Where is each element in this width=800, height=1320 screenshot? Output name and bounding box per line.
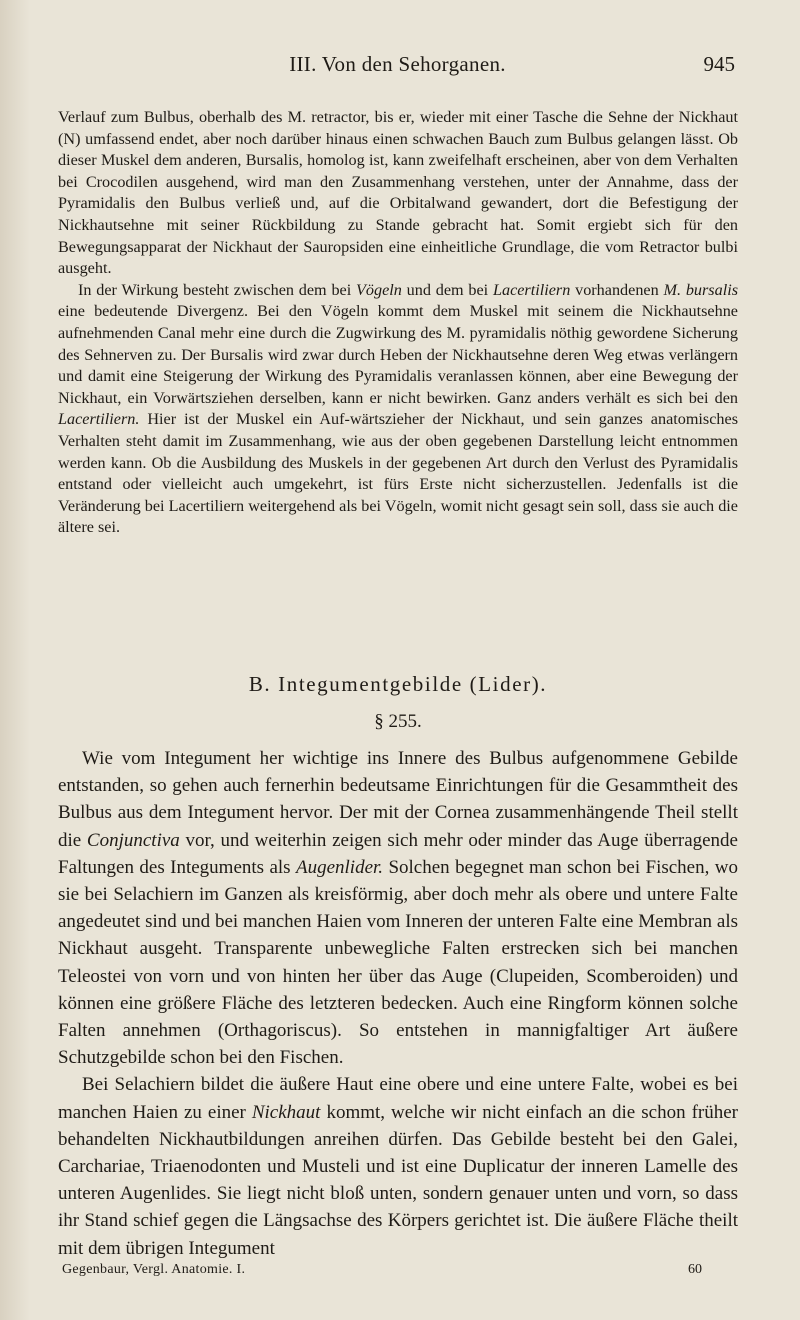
paragraph: Bei Selachiern bildet die äußere Haut eine obere und eine untere Falte, wobei es bei manchen Haien zu einer Nickhaut kommt, welche wir nicht einfach an die schon früher behandelten Nickhautbildungen anreihen dürfen. Das Gebilde besteht bei den Galei, Carchariae, Triaenodonten und Musteli und ist eine Duplicatur der inneren Lamelle des unteren Augenlides. Sie liegt nicht bloß unten, sondern genauer unten und vorn, so dass ihr Stand schief gegen die Längsachse des Körpers gerichtet ist. Die äußere Fläche theilt mit dem übrigen Integument [58, 1074, 738, 1259]
page-edge-shadow [0, 0, 30, 1320]
paragraph: Wie vom Integument her wichtige ins Innere des Bulbus aufgenommene Gebilde entstanden, so gehen auch fernerhin bedeutsame Einrichtungen für die Gesammtheit des Bulbus aus dem Integument hervor. Der mit der Cornea zusammenhängende Theil stellt die Conjunctiva vor, und weiterhin zeigen sich mehr oder minder das Auge überragende Faltungen des Integuments als Augenlider. Solchen begegnet man schon bei Fischen, wo sie bei Selachiern im Ganzen als kreisförmig, aber doch mehr als obere und untere Falte angedeutet sind und bei manchen Haien vom Inneren der unteren Falte eine Membran als Nickhaut ausgeht. Transparente unbewegliche Falten erstrecken sich bei manchen Teleostei von vorn und von hinten her über das Auge (Clupeiden, Scomberoiden) und können eine größere Fläche des letzteren bedecken. Auch eine Ringform können solche Falten annehmen (Orthagoriscus). So entstehen in mannigfaltiger Art äußere Schutzgebilde schon bei den Fischen. [58, 748, 738, 1069]
chapter-title: III. Von den Sehorganen. [289, 52, 506, 76]
footer-citation: Gegenbaur, Vergl. Anatomie. I. [62, 1262, 246, 1277]
paragraph: Verlauf zum Bulbus, oberhalb des M. retractor, bis er, wieder mit einer Tasche die Sehne der Nickhaut (N) umfassend endet, aber noch darüber hinaus einen schwachen Bauch zum Bulbus gelangen lässt. Ob dieser Muskel dem anderen, Bursalis, homolog ist, kann zweifelhaft erscheinen, aber von dem Verhalten bei Crocodilen ausgehend, wird man den Zusammenhang verstehen, unter der Annahme, dass der Pyramidalis den Bulbus verließ und, auf die Orbitalwand gewandert, dort die Befestigung der Nickhautsehne mit seiner Rückbildung zu Stande gebracht hat. Somit ergiebt sich für den Bewegungsapparat der Nickhaut der Sauropsiden eine einheitliche Grundlage, die vom Retractor bulbi ausgeht. [58, 108, 738, 278]
paragraph: In der Wirkung besteht zwischen dem bei Vögeln und dem bei Lacertiliern vorhandenen M. bursalis eine bedeutende Divergenz. Bei den Vögeln kommt dem Muskel mit seinem die Nickhautsehne aufnehmenden Canal mehr eine durch die Zugwirkung des M. pyramidalis nöthig gewordene Sicherung des Sehnerven zu. Der Bursalis wird zwar durch Heben der Nickhautsehne deren Weg etwas verlängern und damit eine Steigerung der Wirkung des Pyramidalis veranlassen können, aber eine Bewegung der Nickhaut, ein Vorwärtsziehen derselben, kann er nicht bewirken. Ganz anders verhält es sich bei den Lacertiliern. Hier ist der Muskel ein Auf-wärtszieher der Nickhaut, und sein ganzes anatomisches Verhalten steht damit im Zusammenhang, wie aus der oben gegebenen Darstellung leicht entnommen werden kann. Ob die Ausbildung des Muskels in der gegebenen Art durch den Verlust des Pyramidalis entstand oder vielleicht auch umgekehrt, ist fürs Erste nicht sicherzustellen. Jedenfalls ist die Veränderung bei Lacertiliern weitergehend als bei Vögeln, womit nicht gesagt sein soll, dass sie auch die ältere sei. [58, 280, 738, 537]
signature-mark: 60 [688, 1262, 702, 1277]
running-header [60, 52, 735, 82]
paragraph-number: § 255. [374, 711, 422, 732]
section-text [58, 745, 738, 1262]
section-heading: B. Integumentgebilde (Lider). [248, 672, 548, 696]
continuation-text [58, 107, 738, 539]
page-number: 945 [703, 52, 735, 76]
